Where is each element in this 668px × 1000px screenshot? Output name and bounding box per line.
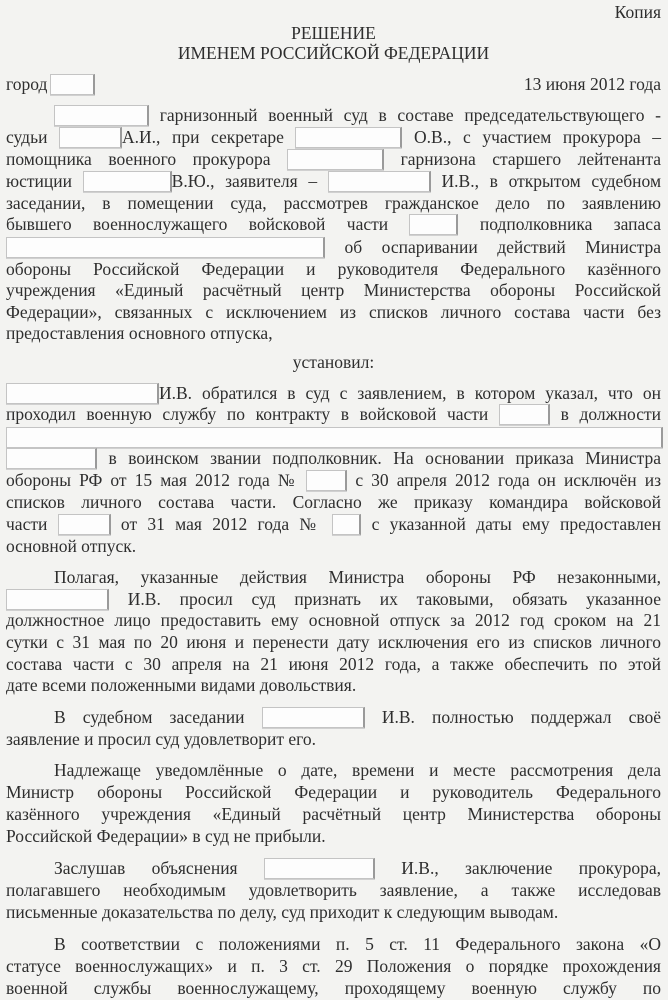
redaction-box [59, 127, 122, 148]
text-line [6, 933, 661, 955]
redaction-box [6, 427, 663, 448]
text-segment: И.В. просил суд признать их таковыми, обязать указанное [127, 589, 662, 609]
text-line [6, 781, 661, 803]
text-segment: В.Ю., заявителя – [171, 171, 318, 191]
text-line [6, 588, 661, 610]
text-line [6, 825, 661, 847]
text-segment: сутки с 31 мая по 20 июня и перенести дату исключения его из списков личного [6, 632, 661, 652]
text-segment: военной службы военнослужащему, проходящему военную службу по [6, 978, 661, 998]
text-segment: списков личного состава части. Согласно же приказу командира войсковой [6, 492, 661, 512]
text-line [6, 879, 661, 901]
text-segment: казённого учреждения «Единый расчётный центр Министерства обороны [6, 804, 661, 824]
text-line [6, 426, 661, 448]
text-segment: судьи [6, 127, 48, 147]
text-line [6, 653, 661, 675]
redaction-box [58, 514, 111, 535]
text-segment: в воинском звании подполковник. На основании приказа Министра [108, 448, 661, 468]
text-segment: гарнизона старшего лейтенанта [400, 149, 662, 169]
text-line [6, 566, 661, 588]
redaction-box [328, 171, 431, 192]
text-line [6, 279, 661, 301]
redaction-box [287, 149, 384, 170]
text-segment: И.В. полностью поддержал своё [381, 707, 662, 727]
redaction-box [295, 127, 402, 148]
text-line [6, 728, 661, 750]
text-segment: подполковника запаса [479, 214, 662, 234]
text-segment: И.В., в открытом судебном [441, 171, 662, 191]
decision-date: 13 июня 2012 года [523, 74, 661, 94]
text-segment: И.В. обратился в суд с заявлением, в котором указал, что он [159, 383, 661, 403]
text-line [6, 322, 661, 344]
text-line [6, 491, 661, 513]
redaction-box [409, 214, 458, 235]
document-title: РЕШЕНИЕ [291, 23, 376, 43]
text-line [6, 674, 661, 696]
text-segment: Надлежаще уведомлённые о дате, времени и месте рассмотрения дела [54, 760, 661, 780]
text-segment: В судебном заседании [54, 707, 245, 727]
text-line [6, 148, 661, 170]
redaction-box [6, 237, 325, 258]
text-segment: основной отпуск. [6, 536, 137, 556]
text-segment: О.В., с участием прокурора – [414, 127, 662, 147]
text-segment: Российской Федерации» в суд не прибыли. [6, 826, 326, 846]
text-segment: Министр обороны Российской Федерации и руководитель Федерального [6, 782, 661, 802]
text-line [6, 609, 661, 631]
copy-mark: Копия [614, 2, 661, 22]
text-segment: проходил военную службу по контракту в войсковой части [6, 404, 489, 424]
text-line [6, 236, 661, 258]
text-line [6, 258, 661, 280]
text-line [6, 513, 661, 535]
text-segment: от 31 мая 2012 года № [120, 514, 323, 534]
redaction-box [499, 404, 550, 425]
text-segment: заседании, в помещении суда, рассмотрев гражданское дело по заявлению [6, 193, 661, 213]
text-segment: В соответствии с положениями п. 5 ст. 11 Федерального закона «О [54, 934, 661, 954]
text-segment: должностное лицо предоставить ему основной отпуск за 2012 год сроком на 21 [6, 610, 661, 630]
text-line [6, 126, 661, 148]
text-segment: обороны РФ от 15 мая 2012 года № [6, 470, 299, 490]
text-line [6, 170, 661, 192]
text-line [6, 301, 661, 323]
text-line [6, 104, 661, 126]
text-segment: Заслушав объяснения [54, 858, 238, 878]
text-segment: статусе военнослужащих» и п. 3 ст. 29 Положения о порядке прохождения [6, 956, 661, 976]
text-segment: помощника военного прокурора [6, 149, 271, 169]
text-segment: с 30 апреля 2012 года он исключён из [355, 470, 661, 490]
section-heading-established [6, 351, 661, 373]
redaction-box [6, 448, 97, 469]
text-line [6, 382, 661, 404]
text-line [6, 901, 661, 923]
redaction-box [264, 858, 375, 879]
text-line [6, 535, 661, 557]
text-segment: Полагая, указанные действия Министра обороны РФ незаконными, [54, 567, 661, 587]
city-label: город [6, 74, 48, 94]
text-segment: предоставления основного отпуска, [6, 323, 273, 343]
text-line [6, 403, 661, 425]
redaction-box [54, 105, 149, 126]
text-line [6, 706, 661, 728]
redaction-box [83, 171, 172, 192]
text-segment: заявление и просил суд удовлетворит его. [6, 729, 317, 749]
redaction-box [6, 383, 159, 404]
text-line [6, 759, 661, 781]
redaction-box [50, 74, 95, 95]
text-line [6, 192, 661, 214]
text-line [6, 447, 661, 469]
text-segment: гарнизонный военный суд в составе председательствующего - [159, 105, 661, 125]
text-segment: бывшего военнослужащего войсковой части [6, 214, 389, 234]
document-subtitle: ИМЕНЕМ РОССИЙСКОЙ ФЕДЕРАЦИИ [177, 43, 490, 63]
text-line [6, 857, 661, 879]
text-segment: А.И., при секретаре [122, 127, 284, 147]
text-segment: письменные доказательства по делу, суд приходит к следующим выводам. [6, 902, 559, 922]
text-segment: состава части с 30 апреля на 21 июня 2012 года, а также обеспечить по этой [6, 654, 661, 674]
text-segment: в должности [560, 404, 662, 424]
text-segment: полагавшего необходимым удовлетворить заявление, а также исследовав [6, 880, 661, 900]
text-line [6, 631, 661, 653]
text-segment: с указанной даты ему предоставлен [371, 514, 661, 534]
text-line [6, 469, 661, 491]
text-segment: И.В., заключение прокурора, [401, 858, 661, 878]
text-line [6, 977, 661, 999]
text-segment: юстиции [6, 171, 72, 191]
redaction-box [306, 470, 347, 491]
redaction-box [332, 514, 361, 535]
text-segment: дате всеми положенными видами довольствия. [6, 675, 357, 695]
text-segment: учреждения «Единый расчётный центр Министерства обороны Российской [6, 280, 661, 300]
text-segment: установил: [292, 352, 375, 372]
text-line [6, 803, 661, 825]
redaction-box [6, 589, 109, 610]
text-segment: Федерации», связанных с исключением из списков личного состава части без [6, 302, 661, 322]
text-segment: об оспаривании действий Министра [344, 237, 661, 257]
text-segment: части [6, 514, 48, 534]
city-date-line [6, 73, 661, 95]
text-line [6, 213, 661, 235]
text-line [6, 955, 661, 977]
redaction-box [262, 707, 365, 728]
text-segment: обороны Российской Федерации и руководителя Федерального казённого [6, 259, 661, 279]
